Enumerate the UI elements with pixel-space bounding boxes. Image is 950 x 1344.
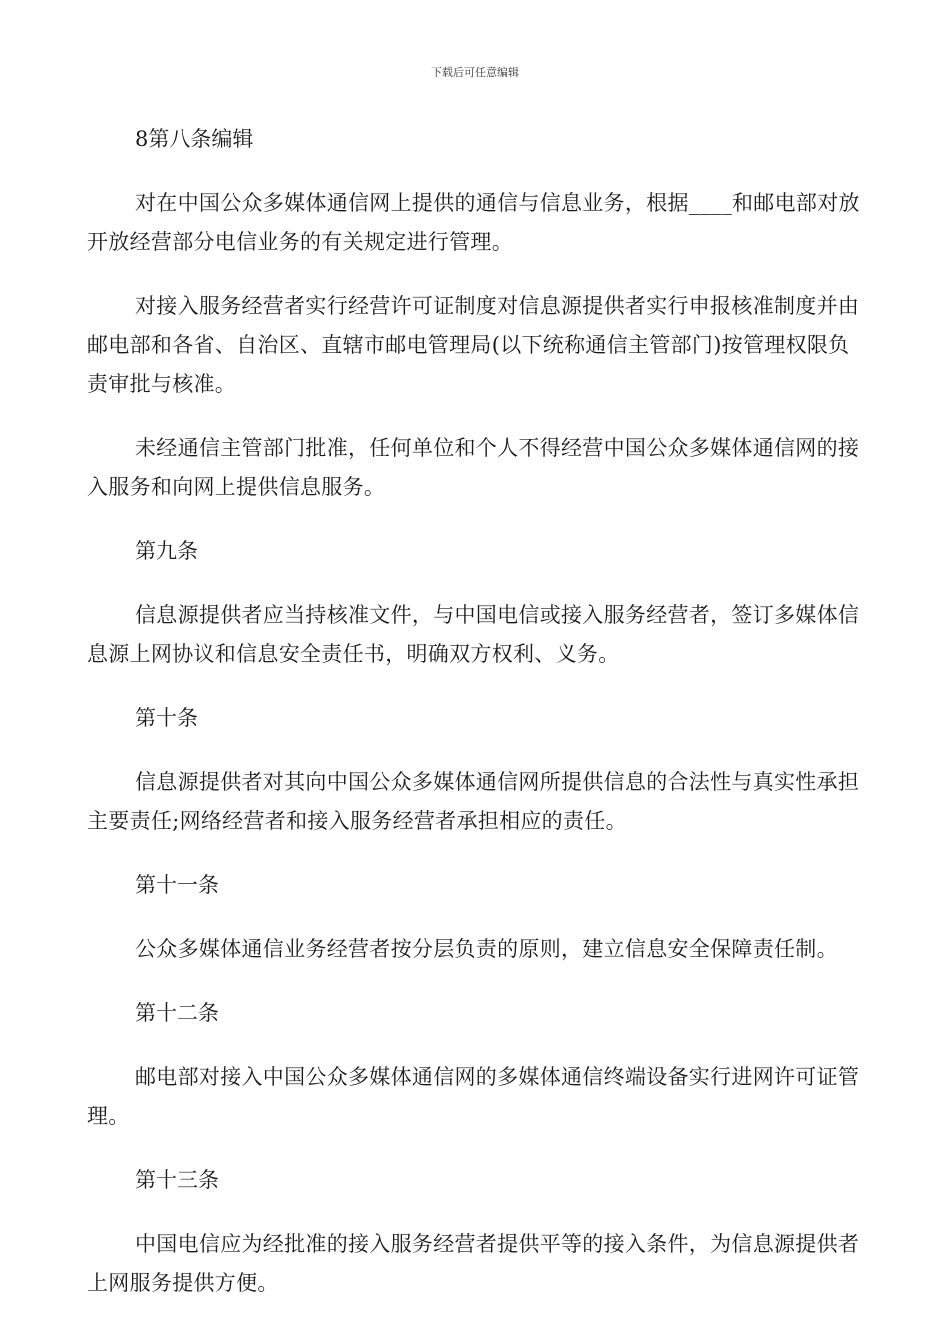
article-9-heading: 第九条 [135,539,198,563]
article-11-paragraph: 公众多媒体通信业务经营者按分层负责的原则，建立信息安全保障责任制。 [135,937,838,961]
article-8-paragraph-1: 对在中国公众多媒体通信网上提供的通信与信息业务，根据____和邮电部对放开放经营部分电信业务的有关规定进行管理。 [87,191,860,254]
article-9-paragraph: 信息源提供者应当持核准文件，与中国电信或接入服务经营者，签订多媒体信息源上网协议和信息安全责任书，明确双方权利、义务。 [87,603,860,666]
article-11-heading: 第十一条 [135,873,219,897]
article-10-paragraph: 信息源提供者对其向中国公众多媒体通信网所提供信息的合法性与真实性承担主要责任;网络经营者和接入服务经营者承担相应的责任。 [87,770,860,833]
article-13-heading: 第十三条 [135,1168,219,1192]
article-8-paragraph-2: 对接入服务经营者实行经营许可证制度对信息源提供者实行申报核准制度并由邮电部和各省、自治区、直辖市邮电管理局(以下统称通信主管部门)按管理权限负责审批与核准。 [87,294,860,396]
document-body [87,120,865,1328]
article-10-heading: 第十条 [135,706,198,730]
article-12-heading: 第十二条 [135,1001,219,1025]
article-8-heading: 8第八条编辑 [135,127,254,151]
article-12-paragraph: 邮电部对接入中国公众多媒体通信网的多媒体通信终端设备实行进网许可证管理。 [87,1065,860,1128]
article-8-paragraph-3: 未经通信主管部门批准，任何单位和个人不得经营中国公众多媒体通信网的接入服务和向网上提供信息服务。 [87,436,860,499]
page-header-note: 下载后可任意编辑 [431,66,519,79]
article-13-paragraph: 中国电信应为经批准的接入服务经营者提供平等的接入条件，为信息源提供者上网服务提供方便。 [87,1232,860,1295]
